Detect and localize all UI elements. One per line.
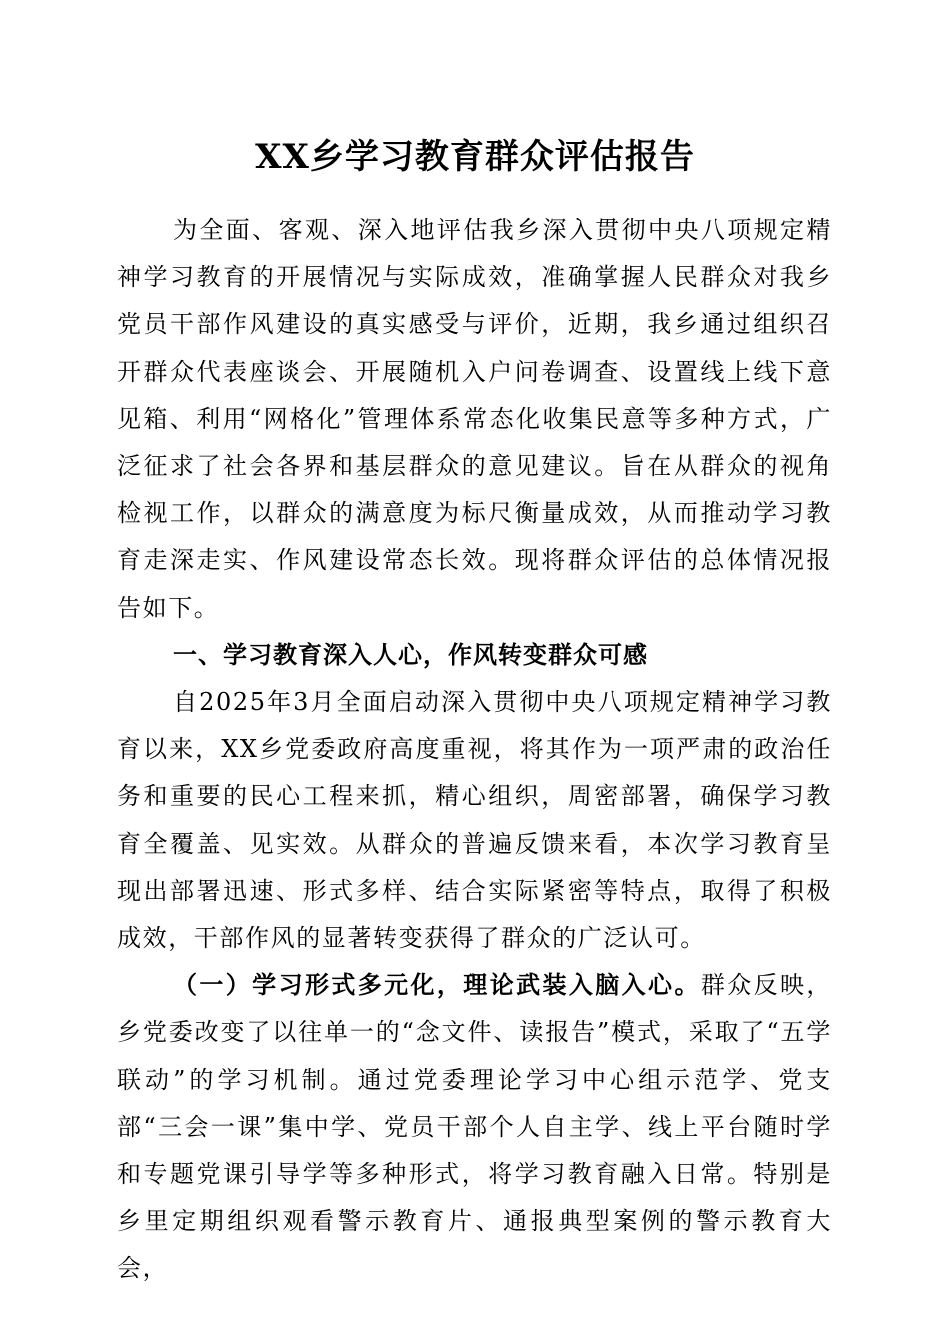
subsection-1-paragraph	[117, 962, 832, 1292]
intro-paragraph: 为全面、客观、深入地评估我乡深入贯彻中央八项规定精神学习教育的开展情况与实际成效，准确掌握人民群众对我乡党员干部作风建设的真实感受与评价，近期，我乡通过组织召开群众代表座谈会、开展随机入户问卷调查、设置线上线下意见箱、利用“网格化”管理体系常态化收集民意等多种方式，广泛征求了社会各界和基层群众的意见建议。旨在从群众的视角检视工作，以群众的满意度为标尺衡量成效，从而推动学习教育走深走实、作风建设常态长效。现将群众评估的总体情况报告如下。	[117, 216, 832, 622]
document-body	[117, 207, 832, 1293]
section-1-paragraph: 自2025年3月全面启动深入贯彻中央八项规定精神学习教育以来，XX乡党委政府高度重视，将其作为一项严肃的政治任务和重要的民心工程来抓，精心组织，周密部署，确保学习教育全覆盖、见实效。从群众的普遍反馈来看，本次学习教育呈现出部署迅速、形式多样、结合实际紧密等特点，取得了积极成效，干部作风的显著转变获得了群众的广泛认可。	[117, 688, 832, 953]
document-title: XX乡学习教育群众评估报告	[255, 137, 695, 177]
subsection-1-text: 群众反映，乡党委改变了以往单一的“念文件、读报告”模式，采取了“五学联动”的学习机制。通过党委理论学习中心组示范学、党支部“三会一课”集中学、党员干部个人自主学、线上平台随时学和专题党课引导学等多种形式，将学习教育融入日常。特别是乡里定期组织观看警示教育片、通报典型案例的警示教育大会，	[117, 971, 833, 1283]
subsection-1-lead: （一）学习形式多元化，理论武装入脑入心。	[173, 971, 701, 1000]
section-1-heading: 一、学习教育深入人心，作风转变群众可感	[173, 640, 648, 669]
